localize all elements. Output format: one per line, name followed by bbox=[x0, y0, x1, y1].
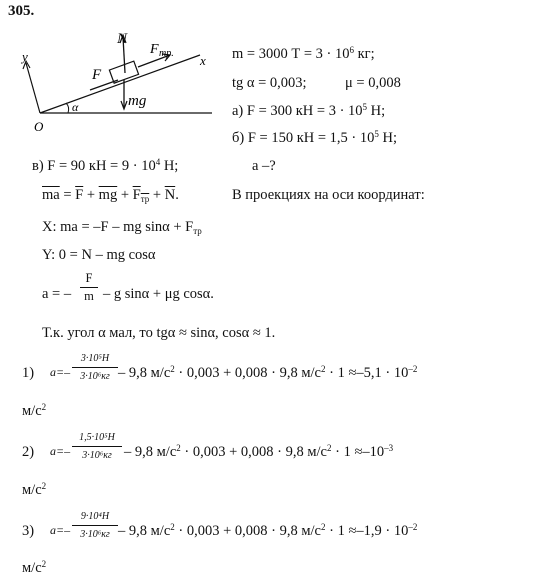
alpha-label: α bbox=[72, 100, 79, 114]
x-label: x bbox=[200, 53, 206, 68]
answer-3-label: 3) bbox=[22, 523, 35, 539]
answer-2-a: a=– bbox=[50, 444, 71, 458]
ftr-sub-label: тр. bbox=[159, 48, 174, 59]
answer-3-fraction: 9·10⁴Н 3·10⁶кг bbox=[72, 509, 118, 542]
problem-number: 305. bbox=[8, 3, 35, 19]
a-formula-fraction bbox=[80, 271, 98, 304]
answer-2-unit: $м/с^2$ bbox=[22, 481, 47, 498]
find-label: a –? bbox=[252, 158, 276, 174]
answer-1-rest: – 9,8 $м/с^2 \cdot 0,003 + 0,008 \cdot 9,8$ $м/с^2 \cdot 1 \approx-5,1 \cdot 10^{-2}$ bbox=[118, 364, 418, 381]
f-label: F bbox=[92, 67, 102, 83]
approximation-text: Т.к. угол α мал, то tgα ≈ sinα, cosα ≈ 1. bbox=[42, 325, 276, 341]
answer-3-unit: $м/с^2$ bbox=[22, 559, 47, 576]
answer-1-label: 1) bbox=[22, 365, 35, 381]
answer-1-a: a=– bbox=[50, 365, 71, 379]
answer-3-rest: – 9,8 $м/с^2 \cdot 0,003 + 0,008 \cdot 9,8$ $м/с^2 \cdot 1 \approx-1,9 \cdot 10^{-2}$ bbox=[118, 522, 418, 539]
n-label: N bbox=[117, 31, 128, 47]
given-mu: μ = 0,008 bbox=[345, 75, 401, 91]
given-case-c: в) F = 90 кН = $9 \cdot 10^4$ Н; bbox=[32, 157, 179, 174]
incline-line bbox=[40, 55, 200, 113]
vector-equation: $\overline{ma} = \overline{F} + \overline{mg} + \overline{F}_{тр} + \overline{N}$. bbox=[42, 187, 179, 204]
given-mass: m = 3000 $Т = 3 \cdot 10^6$ кг; bbox=[232, 45, 375, 62]
a-formula-pre: a = – bbox=[42, 286, 72, 302]
mg-label: mg bbox=[128, 93, 147, 109]
answer-2-fraction: 1,5·10⁵Н 3·10⁶кг bbox=[72, 430, 122, 463]
answer-3-a: a=– bbox=[50, 523, 71, 537]
answer-2-label: 2) bbox=[22, 444, 35, 460]
projections-label: В проекциях на оси координат: bbox=[232, 187, 425, 203]
incline-diagram bbox=[20, 25, 220, 155]
given-tg: tg α = 0,003; bbox=[232, 75, 307, 91]
fraction-denominator: m bbox=[84, 289, 94, 303]
origin-label: O bbox=[34, 119, 44, 134]
y-label: y bbox=[22, 49, 28, 64]
x-projection: X: ma = –F – mg $\sin\alpha + F_{тр}$ bbox=[42, 219, 202, 236]
answer-2-rest: – 9,8 $м/с^2 \cdot 0,003 + 0,008 \cdot 9,8$ $м/с^2 \cdot 1 \approx-10^{-3}$ bbox=[124, 443, 394, 460]
y-axis bbox=[26, 63, 40, 113]
answer-1-fraction: 3·10⁵Н 3·10⁶кг bbox=[72, 351, 118, 384]
a-formula-post: – g sinα + μg cosα. bbox=[103, 286, 214, 302]
answer-1-unit: $м/с^2$ bbox=[22, 402, 47, 419]
given-case-a: а) F = 300 кН = $3 \cdot 10^5$ Н; bbox=[232, 102, 386, 119]
y-projection: Y: 0 = N – mg cosα bbox=[42, 247, 156, 263]
angle-arc bbox=[66, 103, 69, 113]
fraction-numerator: F bbox=[85, 271, 93, 285]
ftr-label: F bbox=[150, 42, 159, 57]
given-case-b: б) F = 150 кН = $1,5 \cdot 10^5$ Н; bbox=[232, 129, 397, 146]
